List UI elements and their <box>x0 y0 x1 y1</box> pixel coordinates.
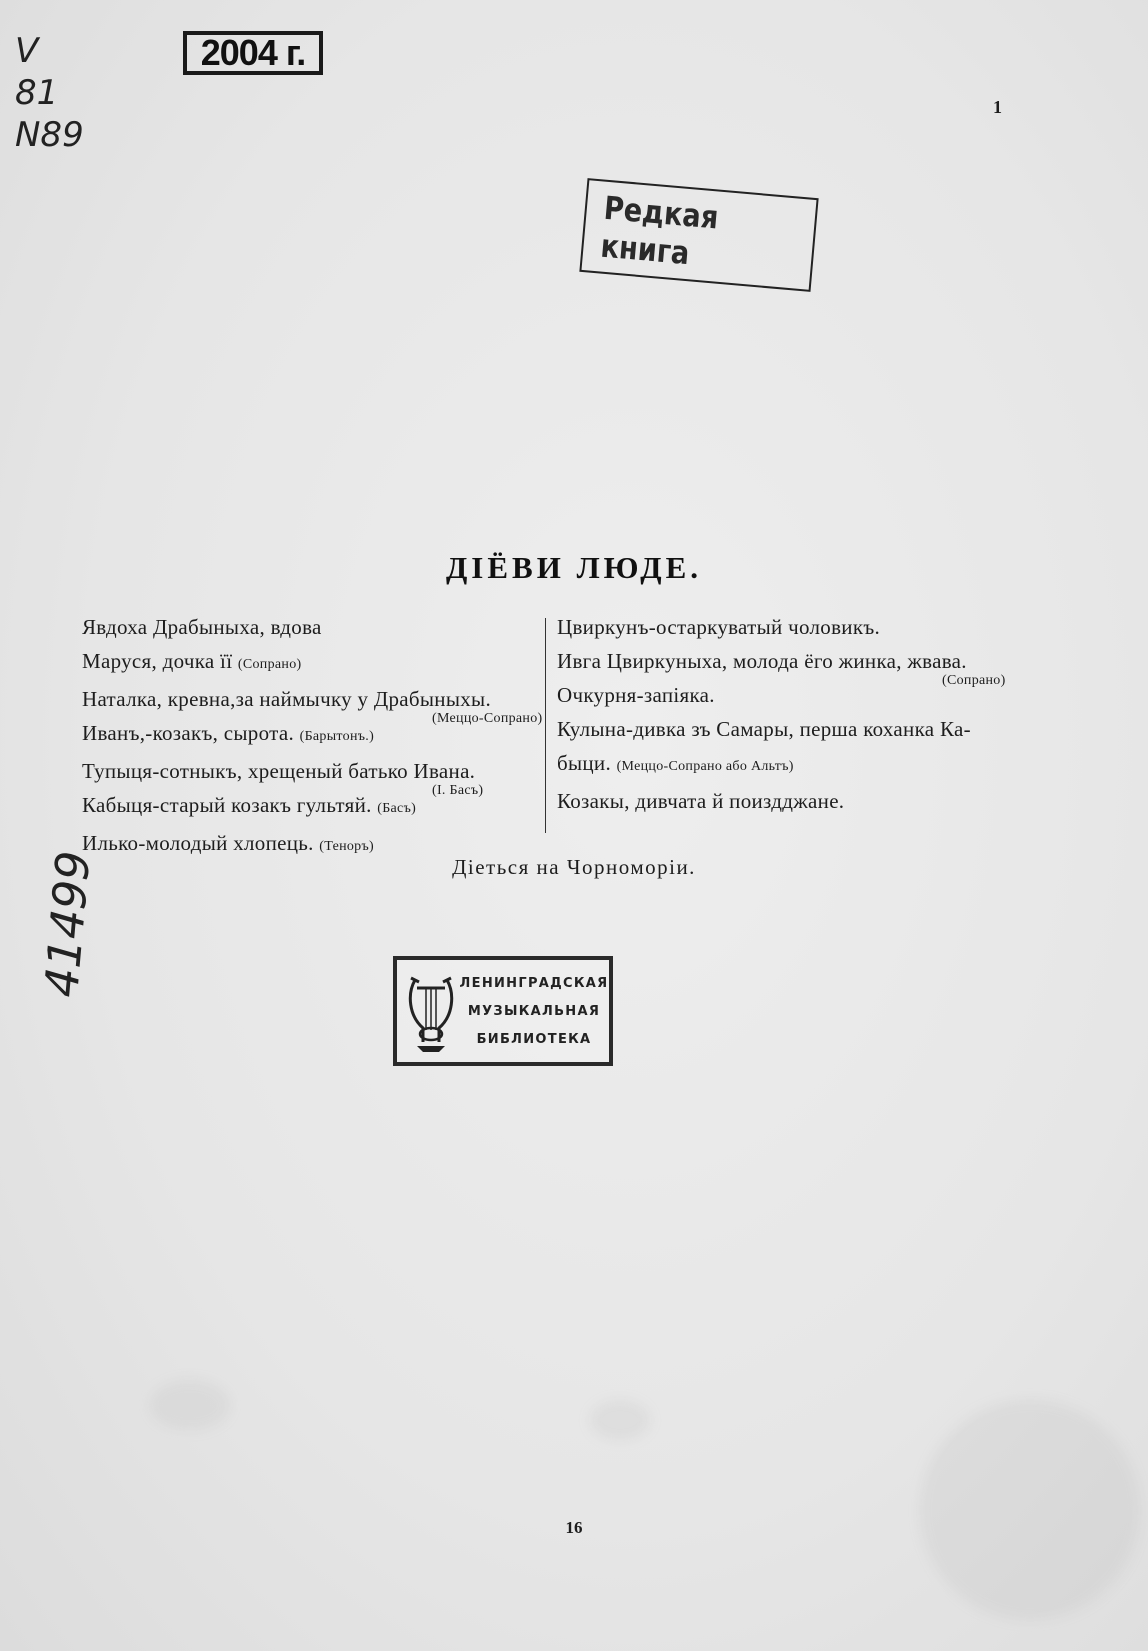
paper-stain <box>150 1380 230 1430</box>
left-role-line <box>82 644 542 682</box>
role-name: Кабыця-старый козакъ гультяй. <box>82 793 372 817</box>
page-number-bottom: 16 <box>565 1518 583 1537</box>
year-stamp: 2004 г. <box>183 31 323 75</box>
voice-type: (Барытонъ.) <box>299 729 375 744</box>
role-name: Тупыця-сотныкъ, хрещеный батько Ивана. <box>82 759 476 783</box>
paper-stain <box>590 1400 650 1440</box>
role-name: Иванъ,-козакъ, сырота. <box>82 721 295 745</box>
left-role-line <box>82 788 542 826</box>
handwritten-inventory-number: 41499 <box>34 848 101 1000</box>
role-name: Илько-молодый хлопець. <box>82 831 314 855</box>
library-stamp-line: ЛЕНИНГРАДСКАЯ <box>459 976 609 991</box>
left-role-line <box>82 754 542 798</box>
role-name: быци. <box>557 751 612 775</box>
library-stamp <box>393 956 613 1066</box>
cast-list-left <box>82 610 542 864</box>
role-name: Явдоха Драбыныха, вдова <box>82 615 322 639</box>
left-role-line <box>82 682 543 726</box>
library-stamp-text <box>459 970 609 1054</box>
right-role-line <box>557 610 1057 644</box>
library-stamp-line: БИБЛИОТЕКА <box>476 1032 592 1047</box>
right-role-line <box>557 678 1057 712</box>
voice-type: (Меццо-Сопрано) <box>432 711 543 726</box>
right-role-line <box>557 712 1057 746</box>
cast-list-right <box>557 610 1057 818</box>
role-name: Маруся, дочка її <box>82 649 233 673</box>
page-number-top: 1 <box>993 97 1002 117</box>
right-role-line <box>557 784 1057 818</box>
handwritten-shelfmark: V 81 N89 <box>15 31 84 155</box>
voice-type: (Теноръ) <box>319 839 374 854</box>
cast-heading: ДІЁВИ ЛЮДЕ. <box>445 550 703 585</box>
library-stamp-line: МУЗЫКАЛЬНАЯ <box>467 1004 601 1019</box>
left-role-line <box>82 610 542 644</box>
setting-line: Діеться на Чорноморіи. <box>452 855 696 879</box>
lyre-icon <box>405 970 457 1054</box>
voice-type: (Басъ) <box>377 801 417 816</box>
role-name: Цвиркунъ-остаркуватый чоловикъ. <box>557 615 881 639</box>
role-name: Козакы, дивчата й поиздджане. <box>557 789 845 813</box>
voice-type: (Сопрано) <box>942 673 1006 688</box>
voice-type: (Меццо-Сопрано або Альтъ) <box>616 759 794 774</box>
right-role-line <box>557 746 1057 784</box>
left-role-line <box>82 716 542 754</box>
column-divider <box>545 618 546 833</box>
right-role-line <box>557 644 1057 688</box>
rare-book-stamp-text: Редкая книга <box>599 188 720 273</box>
role-name: Ивга Цвиркуныха, молода ёго жинка, жвава. <box>557 649 967 673</box>
rare-book-stamp <box>579 178 818 292</box>
role-name: Очкурня-запіяка. <box>557 683 715 707</box>
voice-type: (Сопрано) <box>237 657 302 672</box>
role-name: Наталка, кревна,за наймычку у Драбыныхы. <box>82 687 491 711</box>
role-name: Кулына-дивка зъ Самары, перша коханка Ка- <box>557 717 971 741</box>
voice-type: (I. Басъ) <box>432 783 484 798</box>
paper-stain <box>920 1400 1140 1620</box>
